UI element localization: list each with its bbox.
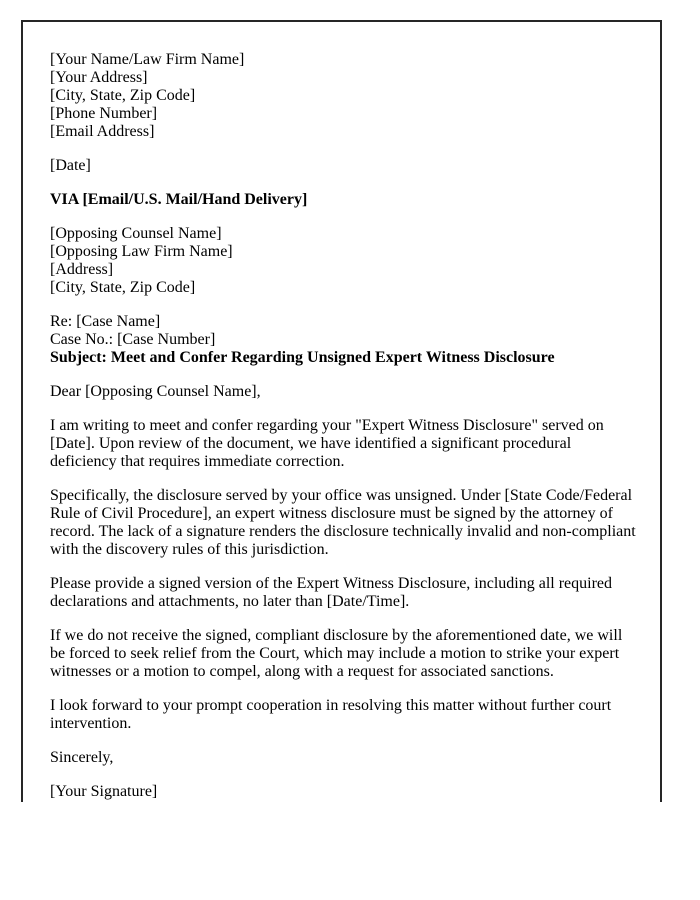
recipient-address-block <box>50 225 638 297</box>
body-paragraph-1: I am writing to meet and confer regarding your "Expert Witness Disclosure" served on [Date]. Upon review of the document, we have identified a significant procedural deficiency that requires immediate correction. <box>50 417 604 470</box>
salutation: Dear [Opposing Counsel Name], <box>50 383 261 400</box>
sender-phone-line: [Phone Number] <box>50 105 158 122</box>
body-paragraph-3: Please provide a signed version of the Expert Witness Disclosure, including all required declarations and attachments, no later than [Date/Time]. <box>50 575 613 610</box>
body-paragraph-5: I look forward to your prompt cooperation in resolving this matter without further court intervention. <box>50 697 612 732</box>
body-paragraph-2: Specifically, the disclosure served by your office was unsigned. Under [State Code/Federal Rule of Civil Procedure], an expert witness disclosure must be signed by the attorney of record. The lack of a signature renders the disclosure technically invalid and non-compliant with the discovery rules of this jurisdiction. <box>50 487 636 558</box>
re-line: Re: [Case Name] <box>50 313 161 330</box>
date-line: [Date] <box>50 157 91 174</box>
reference-block <box>50 313 638 367</box>
recipient-firm-line: [Opposing Law Firm Name] <box>50 243 233 260</box>
case-number-line: Case No.: [Case Number] <box>50 331 216 348</box>
recipient-city-line: [City, State, Zip Code] <box>50 279 196 296</box>
body-paragraph-4: If we do not receive the signed, compliant disclosure by the aforementioned date, we will be forced to seek relief from the Court, which may include a motion to strike your expert witnesses or a motion to compel, along with a request for associated sanctions. <box>50 627 623 680</box>
sender-name-line: [Your Name/Law Firm Name] <box>50 51 245 68</box>
subject-line: Subject: Meet and Confer Regarding Unsigned Expert Witness Disclosure <box>50 349 555 366</box>
signature-placeholder: [Your Signature] <box>50 783 158 800</box>
letter-document <box>21 20 662 802</box>
delivery-method-line: VIA [Email/U.S. Mail/Hand Delivery] <box>50 191 308 208</box>
sender-address-line: [Your Address] <box>50 69 148 86</box>
sender-email-line: [Email Address] <box>50 123 155 140</box>
closing: Sincerely, <box>50 749 114 766</box>
sender-city-line: [City, State, Zip Code] <box>50 87 196 104</box>
recipient-name-line: [Opposing Counsel Name] <box>50 225 222 242</box>
sender-address-block <box>50 51 638 141</box>
recipient-address-line: [Address] <box>50 261 114 278</box>
